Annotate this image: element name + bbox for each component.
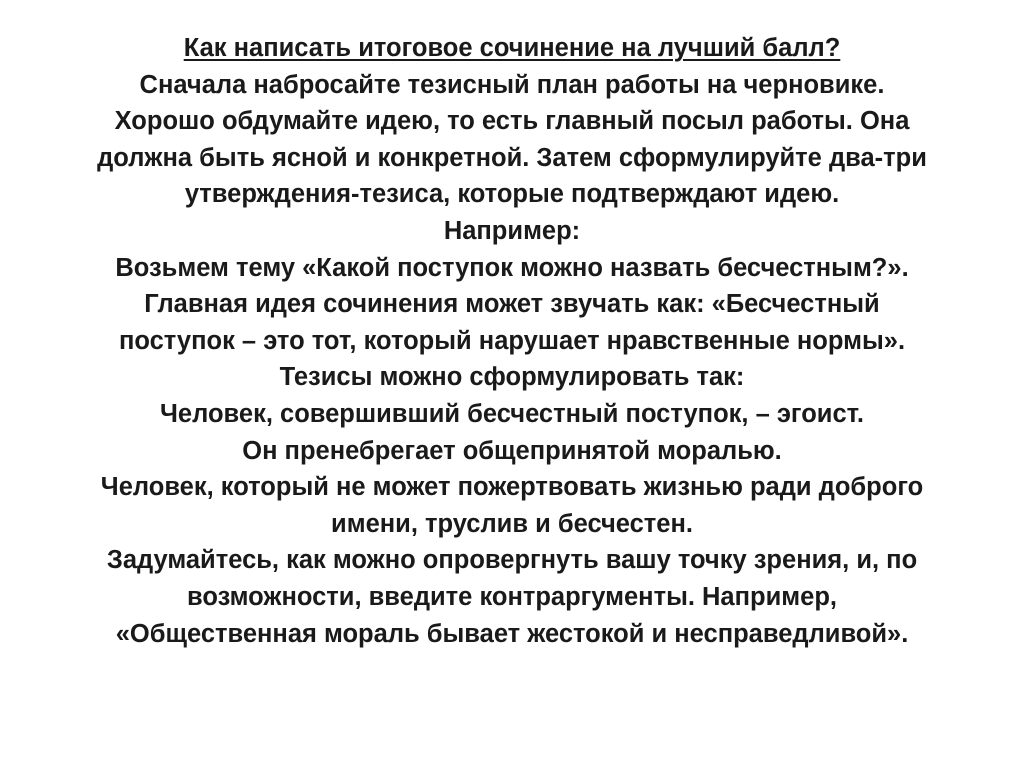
text-line: Тезисы можно сформулировать так: (279, 363, 745, 392)
text-line: Задумайтесь, как можно опровергнуть вашу точку зрения, и, по (106, 546, 918, 575)
text-line: «Общественная мораль бывает жестокой и несправедливой». (115, 619, 909, 648)
text-line: Возьмем тему «Какой поступок можно назвать бесчестным?». (115, 253, 909, 282)
text-line: должна быть ясной и конкретной. Затем сформулируйте два-три (97, 143, 927, 172)
slide-text-block (40, 30, 984, 652)
text-line: возможности, введите контраргументы. Например, (187, 582, 837, 611)
text-line: Например: (443, 216, 581, 245)
text-line: Он пренебрегает общепринятой моралью. (242, 436, 782, 465)
text-line: Главная идея сочинения может звучать как: «Бесчестный (144, 290, 880, 319)
text-line: Человек, совершивший бесчестный поступок, – эгоист. (160, 399, 864, 428)
text-line: поступок – это тот, который нарушает нравственные нормы». (118, 326, 906, 355)
slide-title: Как написать итоговое сочинение на лучший балл? (183, 34, 841, 62)
text-line: Хорошо обдумайте идею, то есть главный посыл работы. Она (114, 107, 910, 136)
text-line: Человек, который не может пожертвовать жизнью ради доброго (100, 473, 924, 502)
text-line: Сначала набросайте тезисный план работы на черновике. (139, 70, 885, 99)
text-line: утверждения-тезиса, которые подтверждают идею. (184, 180, 840, 209)
text-line: имени, труслив и бесчестен. (331, 509, 693, 538)
